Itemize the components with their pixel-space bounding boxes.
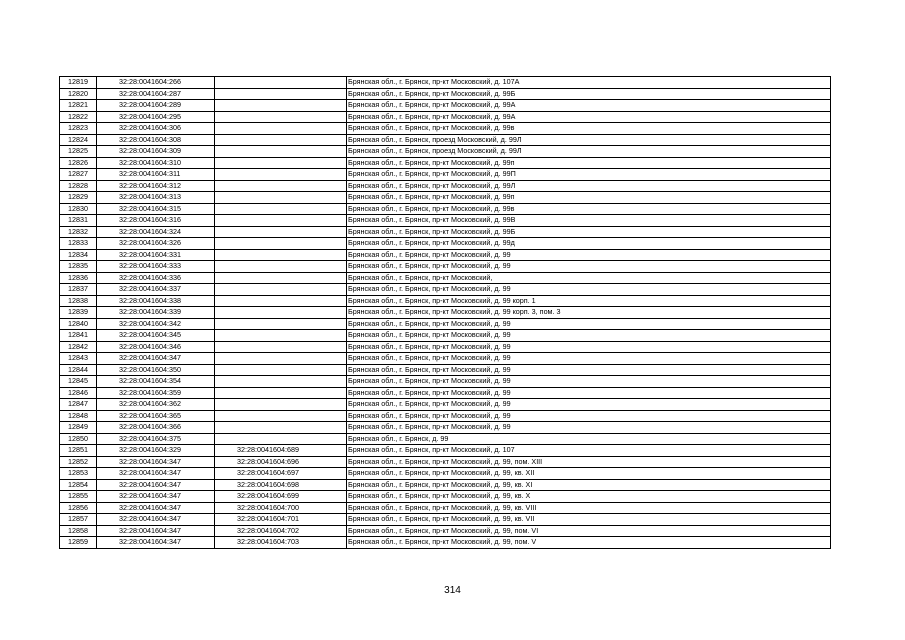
row-number-cell: 12826 <box>60 157 97 169</box>
address-cell: Брянская обл., г. Брянск, пр-кт Московский, д. 99 корп. 1 <box>347 295 831 307</box>
cadastral-number-cell: 32:28:0041604:336 <box>97 272 215 284</box>
address-cell: Брянская обл., г. Брянск, пр-кт Московский, д. 99 <box>347 261 831 273</box>
table-row <box>60 330 831 342</box>
sub-cadastral-number-cell <box>215 376 347 388</box>
table-row <box>60 123 831 135</box>
table-row <box>60 111 831 123</box>
cadastral-number-cell: 32:28:0041604:347 <box>97 491 215 503</box>
row-number-cell: 12833 <box>60 238 97 250</box>
table-row <box>60 525 831 537</box>
sub-cadastral-number-cell <box>215 180 347 192</box>
table-row <box>60 468 831 480</box>
cadastral-number-cell: 32:28:0041604:315 <box>97 203 215 215</box>
cadastral-number-cell: 32:28:0041604:347 <box>97 514 215 526</box>
address-cell: Брянская обл., г. Брянск, проезд Московский, д. 99Л <box>347 146 831 158</box>
address-cell: Брянская обл., г. Брянск, пр-кт Московский, д. 99Б <box>347 226 831 238</box>
address-cell: Брянская обл., г. Брянск, пр-кт Московский, д. 99, пом. XIII <box>347 456 831 468</box>
table-row <box>60 238 831 250</box>
table-row <box>60 422 831 434</box>
sub-cadastral-number-cell <box>215 215 347 227</box>
table-row <box>60 376 831 388</box>
sub-cadastral-number-cell: 32:28:0041604:700 <box>215 502 347 514</box>
row-number-cell: 12823 <box>60 123 97 135</box>
property-table <box>59 76 831 549</box>
cadastral-number-cell: 32:28:0041604:347 <box>97 353 215 365</box>
cadastral-number-cell: 32:28:0041604:287 <box>97 88 215 100</box>
cadastral-number-cell: 32:28:0041604:266 <box>97 77 215 89</box>
sub-cadastral-number-cell: 32:28:0041604:702 <box>215 525 347 537</box>
row-number-cell: 12850 <box>60 433 97 445</box>
cadastral-number-cell: 32:28:0041604:347 <box>97 456 215 468</box>
address-cell: Брянская обл., г. Брянск, пр-кт Московский, д. 99 <box>347 387 831 399</box>
table-row <box>60 502 831 514</box>
cadastral-number-cell: 32:28:0041604:324 <box>97 226 215 238</box>
table-row <box>60 433 831 445</box>
row-number-cell: 12832 <box>60 226 97 238</box>
sub-cadastral-number-cell <box>215 399 347 411</box>
sub-cadastral-number-cell: 32:28:0041604:701 <box>215 514 347 526</box>
sub-cadastral-number-cell <box>215 387 347 399</box>
table-row <box>60 341 831 353</box>
cadastral-number-cell: 32:28:0041604:316 <box>97 215 215 227</box>
sub-cadastral-number-cell <box>215 134 347 146</box>
row-number-cell: 12847 <box>60 399 97 411</box>
address-cell: Брянская обл., г. Брянск, пр-кт Московский, д. 99, пом. VI <box>347 525 831 537</box>
row-number-cell: 12820 <box>60 88 97 100</box>
table-row <box>60 169 831 181</box>
table-row <box>60 295 831 307</box>
address-cell: Брянская обл., г. Брянск, пр-кт Московский, д. 99, кв. X <box>347 491 831 503</box>
cadastral-number-cell: 32:28:0041604:345 <box>97 330 215 342</box>
row-number-cell: 12855 <box>60 491 97 503</box>
cadastral-number-cell: 32:28:0041604:354 <box>97 376 215 388</box>
sub-cadastral-number-cell <box>215 295 347 307</box>
table-row <box>60 100 831 112</box>
cadastral-number-cell: 32:28:0041604:310 <box>97 157 215 169</box>
sub-cadastral-number-cell: 32:28:0041604:689 <box>215 445 347 457</box>
table-row <box>60 399 831 411</box>
table-row <box>60 479 831 491</box>
cadastral-number-cell: 32:28:0041604:347 <box>97 525 215 537</box>
cadastral-number-cell: 32:28:0041604:326 <box>97 238 215 250</box>
cadastral-number-cell: 32:28:0041604:366 <box>97 422 215 434</box>
table-row <box>60 77 831 89</box>
table-row <box>60 537 831 549</box>
row-number-cell: 12845 <box>60 376 97 388</box>
sub-cadastral-number-cell <box>215 364 347 376</box>
row-number-cell: 12838 <box>60 295 97 307</box>
table-row <box>60 353 831 365</box>
cadastral-number-cell: 32:28:0041604:331 <box>97 249 215 261</box>
row-number-cell: 12848 <box>60 410 97 422</box>
sub-cadastral-number-cell <box>215 238 347 250</box>
cadastral-number-cell: 32:28:0041604:347 <box>97 468 215 480</box>
cadastral-number-cell: 32:28:0041604:329 <box>97 445 215 457</box>
cadastral-number-cell: 32:28:0041604:333 <box>97 261 215 273</box>
address-cell: Брянская обл., г. Брянск, пр-кт Московский, д. 99п <box>347 192 831 204</box>
table-row <box>60 203 831 215</box>
address-cell: Брянская обл., г. Брянск, пр-кт Московский, д. 99, кв. VII <box>347 514 831 526</box>
row-number-cell: 12830 <box>60 203 97 215</box>
sub-cadastral-number-cell <box>215 88 347 100</box>
sub-cadastral-number-cell <box>215 169 347 181</box>
row-number-cell: 12841 <box>60 330 97 342</box>
sub-cadastral-number-cell <box>215 318 347 330</box>
property-table-body <box>60 77 831 549</box>
address-cell: Брянская обл., г. Брянск, д. 99 <box>347 433 831 445</box>
sub-cadastral-number-cell <box>215 157 347 169</box>
sub-cadastral-number-cell <box>215 192 347 204</box>
sub-cadastral-number-cell: 32:28:0041604:699 <box>215 491 347 503</box>
sub-cadastral-number-cell <box>215 284 347 296</box>
address-cell: Брянская обл., г. Брянск, пр-кт Московский, д. 99Б <box>347 88 831 100</box>
address-cell: Брянская обл., г. Брянск, пр-кт Московский, д. 107 <box>347 445 831 457</box>
sub-cadastral-number-cell: 32:28:0041604:696 <box>215 456 347 468</box>
row-number-cell: 12825 <box>60 146 97 158</box>
row-number-cell: 12856 <box>60 502 97 514</box>
address-cell: Брянская обл., г. Брянск, пр-кт Московский, д. 99 <box>347 341 831 353</box>
address-cell: Брянская обл., г. Брянск, пр-кт Московский, д. 99в <box>347 123 831 135</box>
row-number-cell: 12857 <box>60 514 97 526</box>
table-row <box>60 514 831 526</box>
sub-cadastral-number-cell: 32:28:0041604:697 <box>215 468 347 480</box>
sub-cadastral-number-cell <box>215 261 347 273</box>
sub-cadastral-number-cell <box>215 341 347 353</box>
row-number-cell: 12822 <box>60 111 97 123</box>
row-number-cell: 12834 <box>60 249 97 261</box>
table-row <box>60 249 831 261</box>
sub-cadastral-number-cell <box>215 410 347 422</box>
sub-cadastral-number-cell <box>215 433 347 445</box>
row-number-cell: 12831 <box>60 215 97 227</box>
row-number-cell: 12828 <box>60 180 97 192</box>
row-number-cell: 12837 <box>60 284 97 296</box>
sub-cadastral-number-cell <box>215 203 347 215</box>
row-number-cell: 12829 <box>60 192 97 204</box>
sub-cadastral-number-cell <box>215 226 347 238</box>
table-row <box>60 491 831 503</box>
address-cell: Брянская обл., г. Брянск, пр-кт Московский, <box>347 272 831 284</box>
address-cell: Брянская обл., г. Брянск, пр-кт Московский, д. 99А <box>347 100 831 112</box>
address-cell: Брянская обл., г. Брянск, пр-кт Московский, д. 99 <box>347 353 831 365</box>
table-row <box>60 318 831 330</box>
sub-cadastral-number-cell <box>215 146 347 158</box>
address-cell: Брянская обл., г. Брянск, пр-кт Московский, д. 99, пом. V <box>347 537 831 549</box>
address-cell: Брянская обл., г. Брянск, пр-кт Московский, д. 99В <box>347 215 831 227</box>
table-row <box>60 272 831 284</box>
table-row <box>60 284 831 296</box>
cadastral-number-cell: 32:28:0041604:375 <box>97 433 215 445</box>
sub-cadastral-number-cell <box>215 249 347 261</box>
row-number-cell: 12853 <box>60 468 97 480</box>
address-cell: Брянская обл., г. Брянск, пр-кт Московский, д. 99 <box>347 410 831 422</box>
row-number-cell: 12827 <box>60 169 97 181</box>
cadastral-number-cell: 32:28:0041604:350 <box>97 364 215 376</box>
row-number-cell: 12839 <box>60 307 97 319</box>
page-number: 314 <box>444 585 461 596</box>
address-cell: Брянская обл., г. Брянск, пр-кт Московский, д. 99, кв. XI <box>347 479 831 491</box>
table-row <box>60 364 831 376</box>
row-number-cell: 12859 <box>60 537 97 549</box>
address-cell: Брянская обл., г. Брянск, пр-кт Московский, д. 99 <box>347 364 831 376</box>
address-cell: Брянская обл., г. Брянск, пр-кт Московский, д. 99 <box>347 284 831 296</box>
cadastral-number-cell: 32:28:0041604:347 <box>97 537 215 549</box>
table-row <box>60 192 831 204</box>
table-row <box>60 215 831 227</box>
sub-cadastral-number-cell: 32:28:0041604:703 <box>215 537 347 549</box>
cadastral-number-cell: 32:28:0041604:289 <box>97 100 215 112</box>
address-cell: Брянская обл., г. Брянск, пр-кт Московский, д. 99 <box>347 330 831 342</box>
cadastral-number-cell: 32:28:0041604:347 <box>97 479 215 491</box>
cadastral-number-cell: 32:28:0041604:295 <box>97 111 215 123</box>
cadastral-number-cell: 32:28:0041604:309 <box>97 146 215 158</box>
cadastral-number-cell: 32:28:0041604:313 <box>97 192 215 204</box>
table-row <box>60 387 831 399</box>
cadastral-number-cell: 32:28:0041604:306 <box>97 123 215 135</box>
address-cell: Брянская обл., г. Брянск, пр-кт Московский, д. 99д <box>347 238 831 250</box>
row-number-cell: 12835 <box>60 261 97 273</box>
address-cell: Брянская обл., г. Брянск, пр-кт Московский, д. 99п <box>347 157 831 169</box>
table-row <box>60 180 831 192</box>
cadastral-number-cell: 32:28:0041604:308 <box>97 134 215 146</box>
cadastral-number-cell: 32:28:0041604:347 <box>97 502 215 514</box>
table-row <box>60 88 831 100</box>
row-number-cell: 12844 <box>60 364 97 376</box>
table-row <box>60 410 831 422</box>
row-number-cell: 12836 <box>60 272 97 284</box>
cadastral-number-cell: 32:28:0041604:312 <box>97 180 215 192</box>
row-number-cell: 12849 <box>60 422 97 434</box>
cadastral-number-cell: 32:28:0041604:346 <box>97 341 215 353</box>
sub-cadastral-number-cell <box>215 307 347 319</box>
row-number-cell: 12842 <box>60 341 97 353</box>
table-row <box>60 134 831 146</box>
sub-cadastral-number-cell <box>215 100 347 112</box>
address-cell: Брянская обл., г. Брянск, пр-кт Московский, д. 99 <box>347 376 831 388</box>
cadastral-number-cell: 32:28:0041604:339 <box>97 307 215 319</box>
table-row <box>60 445 831 457</box>
sub-cadastral-number-cell <box>215 123 347 135</box>
sub-cadastral-number-cell <box>215 111 347 123</box>
cadastral-number-cell: 32:28:0041604:337 <box>97 284 215 296</box>
table-row <box>60 456 831 468</box>
cadastral-number-cell: 32:28:0041604:362 <box>97 399 215 411</box>
cadastral-number-cell: 32:28:0041604:311 <box>97 169 215 181</box>
address-cell: Брянская обл., г. Брянск, пр-кт Московский, д. 99, кв. XII <box>347 468 831 480</box>
row-number-cell: 12854 <box>60 479 97 491</box>
table-row <box>60 307 831 319</box>
cadastral-number-cell: 32:28:0041604:342 <box>97 318 215 330</box>
cadastral-number-cell: 32:28:0041604:365 <box>97 410 215 422</box>
address-cell: Брянская обл., г. Брянск, пр-кт Московский, д. 99П <box>347 169 831 181</box>
address-cell: Брянская обл., г. Брянск, проезд Московский, д. 99Л <box>347 134 831 146</box>
sub-cadastral-number-cell <box>215 77 347 89</box>
sub-cadastral-number-cell: 32:28:0041604:698 <box>215 479 347 491</box>
table-row <box>60 226 831 238</box>
row-number-cell: 12846 <box>60 387 97 399</box>
row-number-cell: 12840 <box>60 318 97 330</box>
sub-cadastral-number-cell <box>215 330 347 342</box>
row-number-cell: 12819 <box>60 77 97 89</box>
address-cell: Брянская обл., г. Брянск, пр-кт Московский, д. 99в <box>347 203 831 215</box>
address-cell: Брянская обл., г. Брянск, пр-кт Московский, д. 99А <box>347 111 831 123</box>
cadastral-number-cell: 32:28:0041604:359 <box>97 387 215 399</box>
address-cell: Брянская обл., г. Брянск, пр-кт Московский, д. 99 <box>347 249 831 261</box>
row-number-cell: 12843 <box>60 353 97 365</box>
row-number-cell: 12851 <box>60 445 97 457</box>
table-row <box>60 146 831 158</box>
address-cell: Брянская обл., г. Брянск, пр-кт Московский, д. 107А <box>347 77 831 89</box>
address-cell: Брянская обл., г. Брянск, пр-кт Московский, д. 99 <box>347 399 831 411</box>
row-number-cell: 12858 <box>60 525 97 537</box>
address-cell: Брянская обл., г. Брянск, пр-кт Московский, д. 99 <box>347 422 831 434</box>
row-number-cell: 12824 <box>60 134 97 146</box>
address-cell: Брянская обл., г. Брянск, пр-кт Московский, д. 99 корп. 3, пом. 3 <box>347 307 831 319</box>
row-number-cell: 12852 <box>60 456 97 468</box>
table-row <box>60 261 831 273</box>
cadastral-number-cell: 32:28:0041604:338 <box>97 295 215 307</box>
address-cell: Брянская обл., г. Брянск, пр-кт Московский, д. 99, кв. VIII <box>347 502 831 514</box>
row-number-cell: 12821 <box>60 100 97 112</box>
address-cell: Брянская обл., г. Брянск, пр-кт Московский, д. 99 <box>347 318 831 330</box>
sub-cadastral-number-cell <box>215 353 347 365</box>
table-row <box>60 157 831 169</box>
address-cell: Брянская обл., г. Брянск, пр-кт Московский, д. 99Л <box>347 180 831 192</box>
sub-cadastral-number-cell <box>215 272 347 284</box>
sub-cadastral-number-cell <box>215 422 347 434</box>
